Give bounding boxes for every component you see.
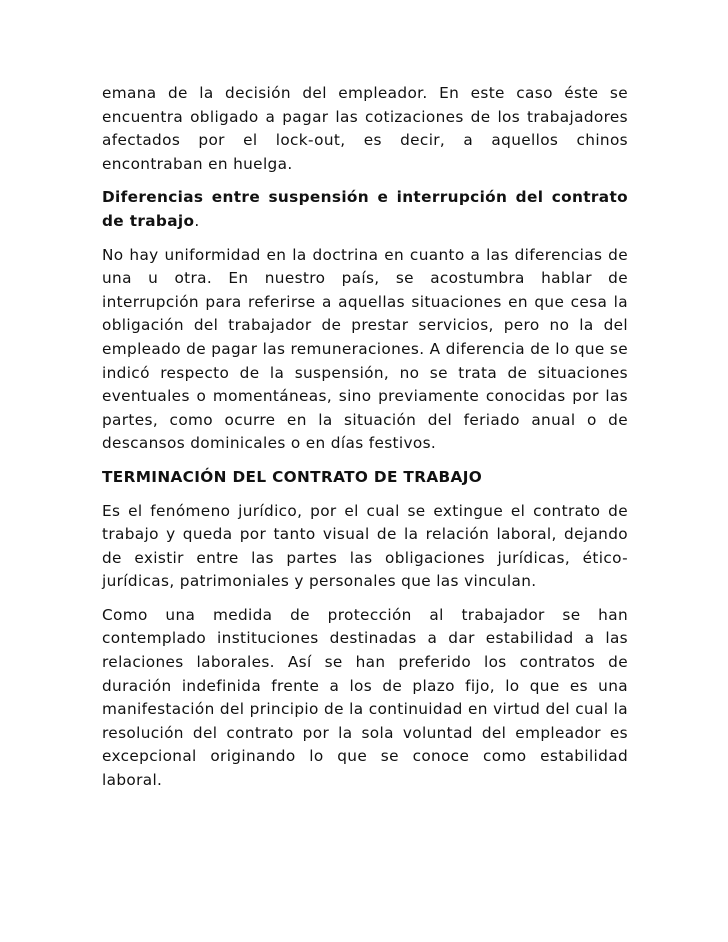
paragraph-stability: Como una medida de protección al trabajador se han contemplado instituciones destinadas a dar estabilidad a las relaciones laborales. Así se han preferido los contratos de duración indefinida frente a los de plazo fijo, lo que es una manifestación del principio de la continuidad en virtud del cual la resolución del contrato por la sola voluntad del empleador es excepcional originando lo que se conoce como estabilidad laboral.	[102, 605, 628, 790]
paragraph-lockout: emana de la decisión del empleador. En este caso éste se encuentra obligado a pagar las cotizaciones de los trabajadores afectados por el lock-out, es decir, a aquellos chinos encontraban en huelga.	[102, 84, 628, 173]
heading-differences-text: Diferencias entre suspensión e interrupción del contrato de trabajo	[102, 188, 628, 230]
heading-differences	[102, 186, 628, 233]
heading-differences-period: .	[194, 211, 200, 230]
paragraph-termination-definition: Es el fenómeno jurídico, por el cual se extingue el contrato de trabajo y queda por tanto visual de la relación laboral, dejando de existir entre las partes las obligaciones jurídicas, ético-jurídicas, patrimoniales y personales que las vinculan.	[102, 501, 628, 591]
heading-termination: TERMINACIÓN DEL CONTRATO DE TRABAJO	[102, 467, 483, 486]
document-page	[102, 82, 628, 803]
paragraph-interruption: No hay uniformidad en la doctrina en cuanto a las diferencias de una u otra. En nuestro país, se acostumbra hablar de interrupción para referirse a aquellas situaciones en que cesa la obligación del trabajador de prestar servicios, pero no la del empleado de pagar las remuneraciones. A diferencia de lo que se indicó respecto de la suspensión, no se trata de situaciones eventuales o momentáneas, sino previamente conocidas por las partes, como ocurre en la situación del feriado anual o de descansos dominicales o en días festivos.	[102, 245, 628, 453]
